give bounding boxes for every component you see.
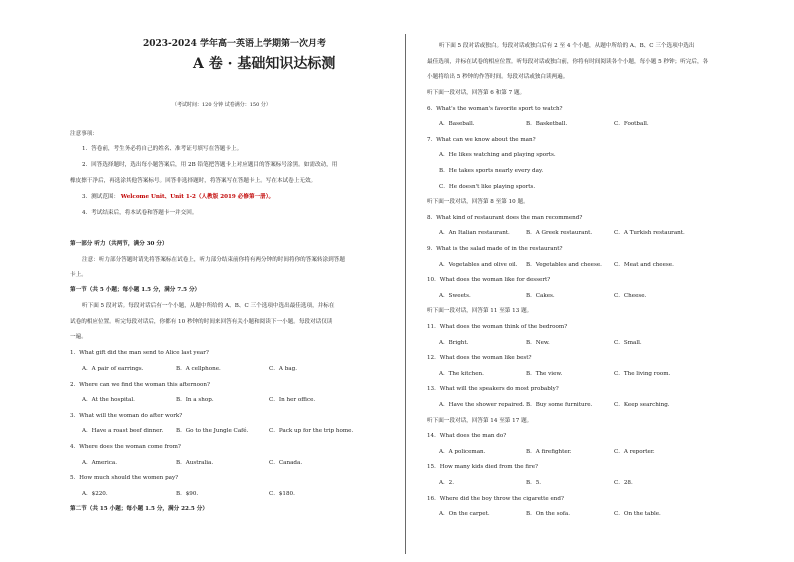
note-item: 4．考试结束后，将本试卷和答题卡一并交回。: [82, 210, 198, 216]
note-item: 橡皮擦干净后，再选涂其他答案标号。回答非选择题时，将答案写在答题卡上。写在本试卷上无效。: [70, 178, 317, 184]
exam-title: 2023-2024 学年高一英语上学期第一次月考: [143, 39, 326, 49]
option-a[interactable]: A．$220.: [82, 491, 108, 497]
option-a[interactable]: A．At the hospital.: [82, 397, 135, 403]
question: 4．Where does the woman come from?: [70, 444, 181, 450]
question: 7．What can we know about the man?: [427, 136, 536, 143]
question: 12．What does the woman like best?: [427, 355, 532, 362]
question: 15．How many kids died from the fire?: [427, 464, 538, 471]
option-c[interactable]: C．Small.: [614, 339, 642, 346]
note-item: 2．回答选择题时，选出每小题答案后，用 2B 铅笔把答题卡上对应题目的答案标号涂黑。如需改动，用: [82, 162, 338, 168]
option-b[interactable]: B．Vegetables and cheese.: [526, 261, 602, 268]
note-scope-label: 3．测试范围：: [82, 194, 120, 200]
part-heading: 第二节（共 15 小题；每小题 1.5 分，满分 22.5 分）: [70, 506, 208, 512]
option-b[interactable]: B．Buy some furniture.: [526, 402, 593, 408]
option-a[interactable]: A．Have a roast beef dinner.: [82, 428, 164, 434]
option-a[interactable]: A．On the carpet.: [439, 511, 490, 518]
option-c[interactable]: C．A bag.: [269, 366, 297, 372]
option-c[interactable]: C．Cheese.: [614, 292, 647, 299]
option-c[interactable]: C．In her office.: [269, 397, 316, 403]
option-a[interactable]: A．Vegetables and olive oil.: [439, 261, 518, 268]
option-a[interactable]: A．A policeman.: [439, 448, 486, 455]
section-heading: 第一部分 听力（共两节，满分 30 分）: [70, 241, 168, 247]
option-a[interactable]: A．America.: [82, 460, 117, 466]
option-b[interactable]: B．On the sofa.: [526, 511, 571, 518]
option-b[interactable]: B．The view.: [526, 370, 563, 377]
option-a[interactable]: A．2.: [439, 480, 454, 486]
question: 3．What will the woman do after work?: [70, 413, 183, 419]
option-a[interactable]: A．Sweets.: [439, 292, 471, 299]
column-divider: [405, 34, 406, 554]
option-a[interactable]: A．Bright.: [439, 339, 469, 346]
option-b[interactable]: B．5.: [526, 480, 542, 486]
option-b[interactable]: B．New.: [526, 339, 550, 346]
option-c[interactable]: C．The living room.: [614, 370, 671, 377]
option-a[interactable]: A．Have the shower repaired.: [439, 402, 525, 408]
exam-info: （考试时间：120 分钟 试卷满分：150 分）: [172, 102, 271, 108]
part-intro: 听下面 5 段对话。每段对话后有一个小题，从题中所给的 A、B、C 三个选项中选出最佳选项，并标在: [82, 303, 335, 309]
option-a[interactable]: A．An Italian restaurant.: [439, 230, 510, 237]
note-scope-value: Welcome Unit、Unit 1-2（人教版 2019 必修第一册）。: [120, 194, 275, 200]
option-c[interactable]: C．Meat and cheese.: [614, 261, 674, 268]
option-c[interactable]: C．$180.: [269, 491, 295, 497]
option-line[interactable]: A．He likes watching and playing sports.: [439, 152, 556, 159]
question: 11．What does the woman think of the bedroom?: [427, 324, 568, 330]
option-b[interactable]: B．A firefighter.: [526, 448, 572, 455]
exam-subtitle: A 卷 · 基础知识达标测: [193, 56, 336, 72]
option-line[interactable]: B．He takes sports nearly every day.: [439, 168, 544, 174]
option-a[interactable]: A．A pair of earrings.: [82, 366, 144, 372]
option-b[interactable]: B．Cakes.: [526, 292, 555, 299]
question: 2．Where can we find the woman this afternoon?: [70, 382, 210, 388]
dialogue-lead: 听下面一段对话，回答第 14 至第 17 题。: [427, 417, 533, 424]
option-a[interactable]: A．The kitchen.: [439, 370, 484, 377]
option-c[interactable]: C．Pack up for the trip home.: [269, 428, 354, 434]
section-intro: 卡上。: [70, 272, 87, 278]
dialogue-lead: 听下面一段对话，回答第 11 至第 13 题。: [427, 308, 533, 315]
part-intro: 小题将给出 5 秒钟的作答时间。每段对话或独白读两遍。: [427, 74, 569, 80]
dialogue-lead: 听下面一段对话，回答第 8 至第 10 题。: [427, 199, 529, 206]
part-intro: 试卷的相应位置。听完每段对话后，你都有 10 秒钟的时间来回答有关小题和阅读下一小题。每段对话仅读: [70, 319, 333, 325]
question: 9．What is the salad made of in the restaurant?: [427, 246, 563, 252]
option-c[interactable]: C．Football.: [614, 121, 649, 128]
note-item: [82, 193, 274, 201]
part-intro: 听下面 5 段对话或独白。每段对话或独白后有 2 至 4 个小题，从题中所给的 A、B、C 三个选项中选出: [439, 43, 695, 49]
question: 8．What kind of restaurant does the man recommend?: [427, 214, 583, 221]
option-c[interactable]: C．Keep searching.: [614, 402, 670, 408]
option-c[interactable]: C．Canada.: [269, 460, 303, 466]
part-heading: 第一节（共 5 小题；每小题 1.5 分，满分 7.5 分）: [70, 287, 201, 293]
question: 1．What gift did the man send to Alice last year?: [70, 350, 209, 356]
question: 5．How much should the women pay?: [70, 475, 179, 481]
option-b[interactable]: B．A cellphone.: [176, 366, 221, 372]
question: 6．What's the woman's favorite sport to watch?: [427, 105, 563, 112]
option-b[interactable]: B．$90.: [176, 491, 199, 497]
part-intro: 最佳选项，并标在试卷的相应位置。听每段对话或独白前，你将有时间阅读各个小题，每小题 5 秒钟；听完后，各: [427, 59, 709, 65]
option-b[interactable]: B．Basketball.: [526, 121, 568, 128]
question: 13．What will the speakers do most probably?: [427, 386, 559, 393]
section-intro: 注意：听力部分答题时请先将答案标在试卷上，听力部分结束前你将有两分钟的时间将你的答案转涂到答题: [82, 257, 345, 263]
option-line[interactable]: C．He doesn't like playing sports.: [439, 183, 536, 190]
option-b[interactable]: B．In a shop.: [176, 397, 214, 403]
option-c[interactable]: C．On the table.: [614, 511, 661, 518]
option-c[interactable]: C．A reporter.: [614, 448, 655, 455]
option-c[interactable]: C．28.: [614, 480, 633, 486]
dialogue-lead: 听下面一段对话，回答第 6 和第 7 题。: [427, 90, 526, 96]
note-item: 1．答卷前，考生务必将自己的姓名、准考证号填写在答题卡上。: [82, 146, 243, 152]
question: 14．What does the man do?: [427, 433, 507, 440]
notes-heading: 注意事项：: [70, 131, 98, 137]
question: 10．What does the woman like for dessert?: [427, 277, 551, 284]
option-a[interactable]: A．Baseball.: [439, 121, 475, 128]
option-c[interactable]: C．A Turkish restaurant.: [614, 230, 685, 237]
option-b[interactable]: B．Australia.: [176, 460, 214, 466]
option-b[interactable]: B．Go to the Jungle Café.: [176, 428, 249, 434]
part-intro: 一遍。: [70, 334, 87, 340]
option-b[interactable]: B．A Greek restaurant.: [526, 230, 593, 237]
question: 16．Where did the boy throw the cigarette end?: [427, 495, 564, 502]
